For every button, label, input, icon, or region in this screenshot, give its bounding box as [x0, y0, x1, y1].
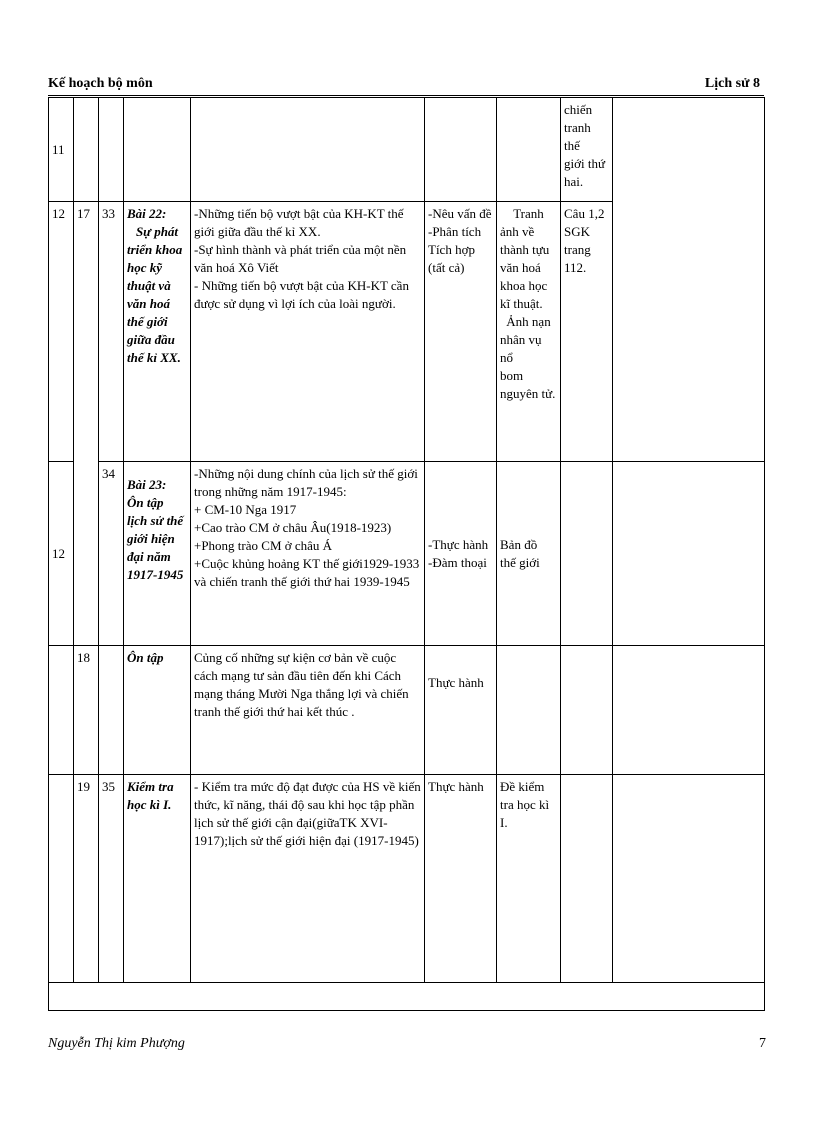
notes-line: 112.	[564, 260, 587, 275]
cell-notes	[561, 462, 613, 646]
cell-no	[49, 775, 74, 983]
lesson-line: đại năm	[127, 549, 171, 564]
notes-line: Câu 1,2	[564, 206, 605, 221]
lesson-line: 1917-1945	[127, 567, 184, 582]
notes-line: tranh thế	[564, 120, 591, 153]
aids-line: thế giới	[500, 554, 540, 570]
lesson-line: giữa đầu	[127, 332, 175, 347]
header-subject: Lịch sử 8	[704, 76, 760, 91]
aids-line: I.	[500, 815, 508, 830]
cell-period: 33	[99, 202, 124, 462]
content-line: +Phong trào CM ở châu Á	[194, 538, 333, 553]
aids-line: văn hoá	[500, 260, 541, 275]
lesson-line: triển khoa	[127, 242, 183, 257]
aids-line: Tranh	[513, 206, 544, 221]
lesson-line: thế giới	[127, 314, 168, 329]
method-line: -Phân tích	[428, 224, 482, 239]
cell-notes	[561, 98, 613, 202]
cell-aids	[497, 775, 561, 983]
lesson-line: thế kỉ XX.	[127, 350, 181, 365]
aids-line: Đề kiểm	[500, 779, 545, 794]
aids-line: nguyên tử.	[500, 386, 556, 401]
lesson-line: giới hiện	[127, 531, 175, 546]
method-line: -Thực hành	[428, 536, 489, 552]
table-row	[49, 462, 765, 646]
cell-lesson	[124, 775, 191, 983]
cell-week: 17	[74, 202, 99, 646]
cell-extra	[613, 775, 765, 983]
cell-no: 11	[49, 98, 74, 202]
cell-content	[191, 202, 425, 462]
cell-notes	[561, 646, 613, 775]
cell-lesson	[124, 98, 191, 202]
notes-line: chiến	[564, 102, 593, 117]
cell-lesson	[124, 202, 191, 462]
notes-line: trang	[564, 242, 591, 257]
content-line: +Cao trào CM ở châu Âu(1918-1923)	[194, 520, 392, 535]
cell-content	[191, 462, 425, 646]
method-line: Thực hành	[428, 675, 484, 690]
lesson-line: lịch sử thế	[127, 513, 184, 528]
cell-method	[425, 462, 497, 646]
content-line: -Sự hình thành và phát triển của một nền văn hoá Xô Viết	[194, 242, 407, 275]
cell-method	[425, 775, 497, 983]
aids-line: kĩ thuật.	[500, 296, 543, 311]
cell-method	[425, 646, 497, 775]
cell-method	[425, 202, 497, 462]
footer-page-number: 7	[759, 1036, 766, 1051]
cell-week: 19	[74, 775, 99, 983]
table-row	[49, 646, 765, 775]
lesson-line: văn hoá	[127, 296, 170, 311]
cell-lesson	[124, 462, 191, 646]
method-line: Tích hợp (tất cả)	[428, 242, 475, 275]
cell-empty	[49, 983, 765, 1011]
cell-no	[49, 646, 74, 775]
cell-aids	[497, 202, 561, 462]
cell-notes	[561, 775, 613, 983]
aids-line: khoa học	[500, 278, 548, 293]
aids-line: ảnh về	[500, 224, 535, 239]
cell-content	[191, 646, 425, 775]
aids-line: thành tựu	[500, 242, 550, 257]
method-line: Thực hành	[428, 779, 484, 794]
lesson-line: học kì I.	[127, 797, 172, 812]
aids-line: Bản đồ	[500, 536, 538, 552]
table-row	[49, 983, 765, 1011]
lesson-line: Bài 22:	[127, 206, 167, 221]
notes-line: hai.	[564, 174, 584, 189]
cell-period	[99, 98, 124, 202]
header-rule	[48, 95, 764, 96]
table-row	[49, 98, 765, 202]
cell-method	[425, 98, 497, 202]
cell-lesson	[124, 646, 191, 775]
cell-extra	[613, 462, 765, 646]
cell-content	[191, 775, 425, 983]
content-line: +Cuộc khủng hoảng KT thế giới1929-1933 và chiến tranh thế giới thứ hai 1939-1945	[194, 556, 420, 589]
lesson-line: thuật và	[127, 278, 171, 293]
cell-extra	[613, 646, 765, 775]
cell-aids	[497, 462, 561, 646]
content-line: - Kiểm tra mức độ đạt được của HS về kiến thức, kĩ năng, thái độ sau khi học tập phần lịch sử thế giới cận đại(giữaTK XVI-1917);lịch sử thế giới hiện đại (1917-1945)	[194, 779, 421, 848]
cell-no: 12	[49, 202, 74, 462]
lesson-plan-table	[48, 97, 765, 1011]
cell-week	[74, 98, 99, 202]
cell-aids	[497, 98, 561, 202]
notes-line: SGK	[564, 224, 591, 239]
method-line: -Nêu vấn đề	[428, 206, 492, 221]
aids-line: Ảnh nạn	[506, 314, 551, 329]
lesson-line: Sự phát	[135, 224, 179, 239]
lesson-line: Ôn tập	[127, 495, 164, 510]
cell-notes	[561, 202, 613, 462]
cell-period: 34	[99, 462, 124, 646]
notes-line: giới thứ	[564, 156, 606, 171]
cell-week: 18	[74, 646, 99, 775]
content-line: -Những nội dung chính của lịch sử thế giới trong những năm 1917-1945:	[194, 466, 418, 499]
method-line: -Đàm thoại	[428, 554, 487, 570]
lesson-line: Ôn tập	[127, 650, 164, 665]
cell-no: 12	[49, 462, 74, 646]
lesson-line: Bài 23:	[127, 477, 167, 492]
footer-author: Nguyễn Thị kim Phượng	[48, 1036, 185, 1051]
lesson-line: học kỹ	[127, 260, 163, 275]
table-row	[49, 775, 765, 983]
header-subject-plan: Kế hoạch bộ môn	[48, 76, 153, 91]
aids-line: bom	[500, 368, 524, 383]
cell-period	[99, 646, 124, 775]
aids-line: tra học kì	[500, 797, 550, 812]
content-line: + CM-10 Nga 1917	[194, 502, 297, 517]
content-line: Củng cố những sự kiện cơ bản về cuộc cách mạng tư sản đầu tiên đến khi Cách mạng tháng Mười Nga thắng lợi và chiến tranh thế giới thứ hai kết thúc .	[194, 650, 409, 719]
content-line: -Những tiến bộ vượt bật của KH-KT thế giới giữa đầu thế kỉ XX.	[194, 206, 404, 239]
aids-line: nhân vụ nổ	[500, 332, 542, 365]
cell-period: 35	[99, 775, 124, 983]
cell-extra	[613, 98, 765, 462]
lesson-line: Kiểm tra	[127, 779, 174, 794]
cell-aids	[497, 646, 561, 775]
content-line: - Những tiến bộ vượt bật của KH-KT cần được sử dụng vì lợi ích của loài người.	[194, 278, 409, 311]
cell-content	[191, 98, 425, 202]
